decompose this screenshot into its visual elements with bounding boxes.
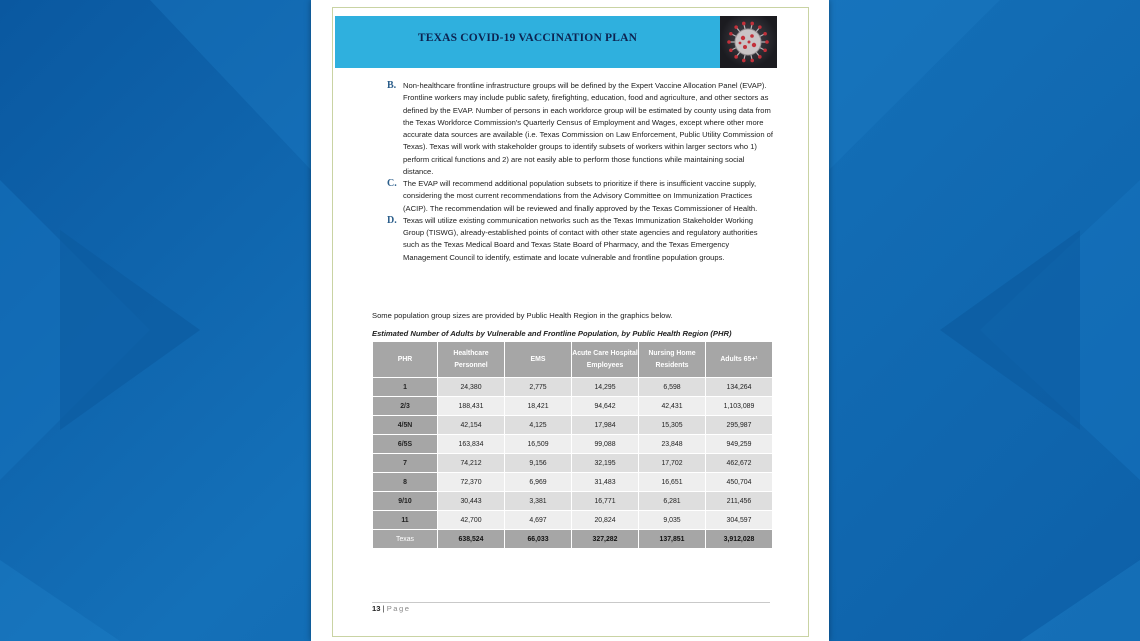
total-cell: 66,033 bbox=[505, 530, 572, 549]
list-item-text: Texas will utilize existing communication networks such as the Texas Immunization Stakeholder Working Group (TISWG), already-established points of contact with other state agencies and regulatory authorities such as the Texas Medical Board and Texas State Board of Pharmacy, and the Texas Emergency Management Council to identify, estimate and locate vulnerable and frontline population groups. bbox=[403, 215, 758, 262]
page-number-value: 13 bbox=[372, 604, 381, 613]
table-cell: 188,431 bbox=[438, 397, 505, 416]
intro-paragraph: Some population group sizes are provided by Public Health Region in the graphics below. bbox=[372, 311, 673, 320]
table-cell: 30,443 bbox=[438, 492, 505, 511]
criteria-list bbox=[387, 80, 773, 264]
row-label: 8 bbox=[373, 473, 438, 492]
table-row bbox=[373, 473, 773, 492]
document-page bbox=[311, 0, 829, 641]
row-label: 9/10 bbox=[373, 492, 438, 511]
list-letter: D. bbox=[387, 214, 397, 226]
table-row bbox=[373, 511, 773, 530]
table-cell: 18,421 bbox=[505, 397, 572, 416]
table-cell: 4,697 bbox=[505, 511, 572, 530]
document-title: TEXAS COVID-19 VACCINATION PLAN bbox=[417, 32, 638, 44]
table-cell: 31,483 bbox=[572, 473, 639, 492]
table-cell: 9,156 bbox=[505, 454, 572, 473]
table-header-row bbox=[373, 342, 773, 378]
list-item-text: The EVAP will recommend additional population subsets to prioritize if there is insufficient vaccine supply, considering the most current recommendations from the Advisory Committee on Immunization Practices (ACIP). The recommendation will be reviewed and finally approved by the Texas Commissioner of Health. bbox=[403, 179, 758, 213]
page-label: Page bbox=[386, 604, 411, 613]
header-banner bbox=[335, 16, 777, 68]
header-acute-care: Acute Care Hospital Employees bbox=[572, 342, 639, 378]
header-healthcare-personnel: Healthcare Personnel bbox=[438, 342, 505, 378]
table-row bbox=[373, 416, 773, 435]
total-cell: 137,851 bbox=[639, 530, 706, 549]
table-cell: 3,381 bbox=[505, 492, 572, 511]
table-cell: 72,370 bbox=[438, 473, 505, 492]
header-phr: PHR bbox=[373, 342, 438, 378]
total-cell: 327,282 bbox=[572, 530, 639, 549]
table-cell: 17,984 bbox=[572, 416, 639, 435]
table-cell: 17,702 bbox=[639, 454, 706, 473]
table-cell: 20,824 bbox=[572, 511, 639, 530]
list-letter: C. bbox=[387, 178, 397, 189]
table-cell: 1,103,089 bbox=[706, 397, 773, 416]
total-cell: 638,524 bbox=[438, 530, 505, 549]
total-label: Texas bbox=[373, 530, 438, 549]
table-cell: 42,154 bbox=[438, 416, 505, 435]
table-cell: 6,598 bbox=[639, 378, 706, 397]
table-cell: 15,305 bbox=[639, 416, 706, 435]
table-cell: 134,264 bbox=[706, 378, 773, 397]
table-cell: 304,597 bbox=[706, 511, 773, 530]
table-row bbox=[373, 397, 773, 416]
table-cell: 2,775 bbox=[505, 378, 572, 397]
table-cell: 23,848 bbox=[639, 435, 706, 454]
coronavirus-image bbox=[720, 16, 777, 68]
page-number bbox=[372, 604, 410, 613]
table-row bbox=[373, 435, 773, 454]
table-caption: Estimated Number of Adults by Vulnerable and Frontline Population, by Public Health Region (PHR) bbox=[372, 329, 732, 338]
table-cell: 949,259 bbox=[706, 435, 773, 454]
header-ems: EMS bbox=[505, 342, 572, 378]
table-cell: 211,456 bbox=[706, 492, 773, 511]
table-cell: 99,088 bbox=[572, 435, 639, 454]
list-item-c bbox=[387, 178, 773, 215]
population-table bbox=[372, 341, 773, 549]
footer-divider bbox=[372, 602, 770, 603]
table-row bbox=[373, 492, 773, 511]
table-cell: 16,509 bbox=[505, 435, 572, 454]
table-cell: 24,380 bbox=[438, 378, 505, 397]
table-cell: 462,672 bbox=[706, 454, 773, 473]
table-cell: 16,651 bbox=[639, 473, 706, 492]
row-label: 7 bbox=[373, 454, 438, 473]
table-cell: 42,431 bbox=[639, 397, 706, 416]
list-item-text: Non-healthcare frontline infrastructure groups will be defined by the Expert Vaccine Allocation Panel (EVAP). Frontline workers may include public safety, firefighting, education, food and agriculture, and other sectors as defined by the EVAP. Number of persons in each workforce group will be estimated by county using data from the Texas Workforce Commission's Quarterly Census of Employment and Wages, except where other more accurate data sources are available (i.e. Texas Commission on Law Enforcement, Public Utility Commission of Texas). Texas will work with stakeholder groups to identify subsets of workers within larger sectors who 1) perform critical functions and 2) are not easily able to perform those functions while maintaining social distance. bbox=[403, 81, 774, 176]
row-label: 1 bbox=[373, 378, 438, 397]
row-label: 6/5S bbox=[373, 435, 438, 454]
table-cell: 6,969 bbox=[505, 473, 572, 492]
total-cell: 3,912,028 bbox=[706, 530, 773, 549]
header-nursing-home: Nursing Home Residents bbox=[639, 342, 706, 378]
row-label: 2/3 bbox=[373, 397, 438, 416]
table-cell: 74,212 bbox=[438, 454, 505, 473]
table-total-row bbox=[373, 530, 773, 549]
table-cell: 32,195 bbox=[572, 454, 639, 473]
coronavirus-icon bbox=[720, 16, 777, 68]
table-cell: 14,295 bbox=[572, 378, 639, 397]
table-cell: 163,834 bbox=[438, 435, 505, 454]
header-adults-65: Adults 65+¹ bbox=[706, 342, 773, 378]
table-cell: 42,700 bbox=[438, 511, 505, 530]
page-separator: | bbox=[382, 604, 385, 613]
table-cell: 9,035 bbox=[639, 511, 706, 530]
list-item-d bbox=[387, 215, 773, 264]
list-item-b bbox=[387, 80, 773, 178]
table-row bbox=[373, 454, 773, 473]
row-label: 11 bbox=[373, 511, 438, 530]
table-cell: 4,125 bbox=[505, 416, 572, 435]
table-cell: 94,642 bbox=[572, 397, 639, 416]
table-cell: 450,704 bbox=[706, 473, 773, 492]
table-cell: 295,987 bbox=[706, 416, 773, 435]
table-cell: 16,771 bbox=[572, 492, 639, 511]
table-row bbox=[373, 378, 773, 397]
table-cell: 6,281 bbox=[639, 492, 706, 511]
list-letter: B. bbox=[387, 80, 397, 91]
row-label: 4/5N bbox=[373, 416, 438, 435]
